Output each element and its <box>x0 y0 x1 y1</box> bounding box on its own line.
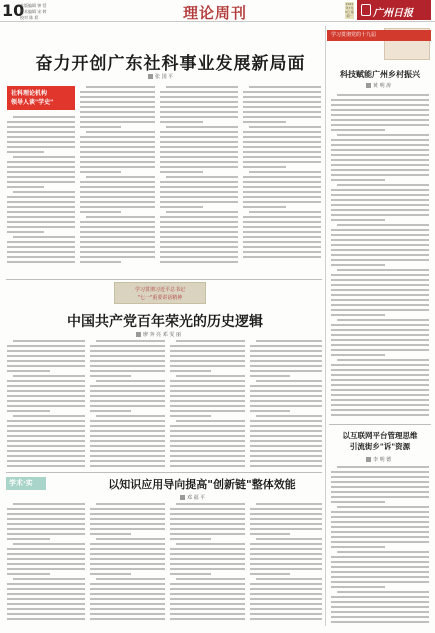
bottom-headline: 以知识应用导向提高"创新链"整体效能 <box>108 478 296 491</box>
middle-body-col1 <box>7 340 85 468</box>
bottom-top-divider <box>6 472 322 473</box>
bottom-column-tag: 学术·实 <box>6 477 46 490</box>
section-title: 理论周刊 <box>183 4 248 22</box>
sidebar-body-2 <box>331 466 429 626</box>
main-body-col1 <box>7 116 75 276</box>
bottom-body-col4 <box>250 503 322 627</box>
sidebar-title-2 <box>332 430 428 452</box>
column-tag-line1: 社科理论机构 <box>11 90 48 97</box>
bottom-body-col3 <box>170 503 245 627</box>
main-body-col3 <box>160 86 238 276</box>
column-tag <box>7 86 75 110</box>
main-byline-text: 张 国 平 <box>155 74 174 80</box>
logo-emblem-icon <box>361 4 371 16</box>
sidebar-title-2-line2: 引流街乡"诉"资源 <box>349 442 411 451</box>
sidebar-title-1: 科技赋能广州乡村振兴 <box>340 69 420 79</box>
newspaper-logo <box>357 0 431 20</box>
sidebar-byline-1-text: 黄 明 涛 <box>373 83 392 89</box>
author-icon <box>366 83 371 88</box>
bottom-byline-text: 邓 福 平 <box>187 495 206 501</box>
middle-top-divider <box>6 279 322 280</box>
sidebar-divider <box>329 424 431 425</box>
main-body-col2 <box>80 86 155 276</box>
bottom-byline <box>180 494 205 501</box>
sidebar-title-2-line1: 以互联网平台管理思维 <box>342 431 418 440</box>
sidebar-byline-1 <box>366 82 391 89</box>
bottom-body-col1 <box>7 503 85 627</box>
middle-banner-line2: "七一"重要讲话精神 <box>137 295 183 301</box>
sidebar-body-1 <box>331 94 429 419</box>
bottom-body-col2 <box>90 503 165 627</box>
middle-banner <box>114 282 206 304</box>
sidebar-badge: 学习贯彻党的十九届 <box>327 30 431 41</box>
date-box: 2021年7月5日 星期一 <box>345 2 354 18</box>
middle-body-col3 <box>170 340 245 468</box>
page-number: 10 <box>2 1 25 20</box>
author-icon <box>180 495 185 500</box>
middle-headline: 中国共产党百年荣光的历史逻辑 <box>67 314 263 330</box>
editor-credits: 本版编辑 钟 恬 美术编辑 宋 婷 校对 陈 彩 <box>20 3 47 20</box>
masthead <box>0 0 435 22</box>
sidebar-byline-2 <box>366 456 391 463</box>
main-byline <box>148 73 173 80</box>
author-icon <box>136 332 141 337</box>
main-headline: 奋力开创广东社科事业发展新局面 <box>35 54 306 74</box>
middle-body-col2 <box>90 340 165 468</box>
logo-text: 广州日报 <box>373 8 413 19</box>
middle-body-col4 <box>250 340 322 468</box>
middle-byline-text: 廖 奔 亮 邓 雯 丽 <box>143 332 181 338</box>
author-icon <box>366 457 371 462</box>
middle-byline <box>136 331 181 338</box>
middle-banner-line1: 学习贯彻习近平总书记 <box>134 287 185 293</box>
main-body-col4 <box>243 86 321 276</box>
sidebar-byline-2-text: 李 明 德 <box>373 457 392 463</box>
column-divider <box>325 26 326 626</box>
author-icon <box>148 74 153 79</box>
column-tag-line2: 领导人谈"学史" <box>11 99 54 106</box>
